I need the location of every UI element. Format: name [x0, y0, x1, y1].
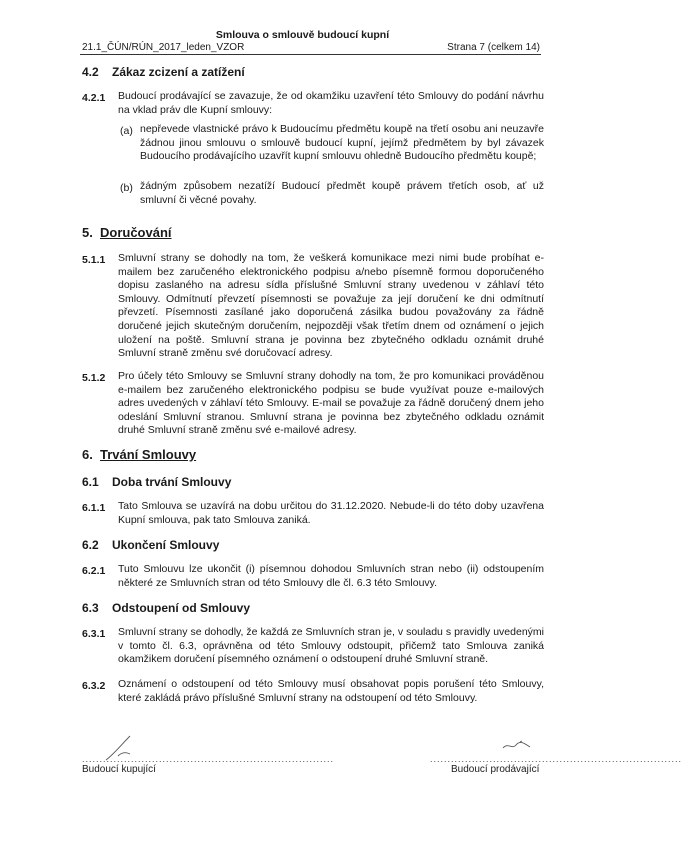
header-title: Smlouva o smlouvě budoucí kupní: [215, 29, 390, 41]
page-number: Strana 7 (celkem 14): [447, 42, 540, 53]
clause-5-1-2: Pro účely této Smlouvy se Smluvní strany dohodly na tom, že pro komunikaci prováděnou e-mailem bez zaručeného elektronického podpisu se bude využívat pouze e-mailových adres uvedených v záhlaví této Smlouvy. E-mail se považuje za řádně doručený dnem jeho odeslání Smluvní stranou. Smluvní strana je povinna bez zbytečného odkladu oznámit druhé Smluvní straně změnu své e-mailové adresy.: [118, 370, 544, 437]
section-title-4-2: Zákaz zcizení a zatížení: [112, 65, 245, 79]
clause-6-3-2: Oznámení o odstoupení od této Smlouvy musí obsahovat popis porušení této Smlouvy, které zakládá právo příslušné Smluvní strany na odstoupení od této Smlouvy.: [118, 678, 544, 704]
clause-6-2-1: Tuto Smlouvu lze ukončit (i) písemnou dohodou Smluvních stran nebo (ii) odstoupením některé ze Smluvních stran od této Smlouvy dle čl. 6.3 této Smlouvy.: [118, 563, 544, 589]
section-number-6-1: 6.1: [82, 475, 99, 489]
clause-number-4-2-1: 4.2.1: [82, 92, 106, 104]
clause-4-2-1: Budoucí prodávající se zavazuje, že od okamžiku uzavření této Smlouvy do podání návrhu na vklad práv dle Kupní smlouvy:: [118, 90, 544, 116]
clause-number-5-1-1: 5.1.1: [82, 254, 106, 266]
signature-line-right: ........................................................................: [430, 754, 682, 764]
section-title-5: [100, 225, 172, 240]
header-row: [82, 42, 540, 53]
section-title-6-2: Ukončení Smlouvy: [112, 538, 220, 552]
header-divider: [80, 54, 541, 55]
item-label-b: (b): [120, 182, 133, 194]
clause-number-5-1-2: 5.1.2: [82, 372, 106, 384]
section-number-4-2: 4.2: [82, 65, 99, 79]
section-number-6: 6.: [82, 447, 93, 462]
section-number-6-3: 6.3: [82, 601, 99, 615]
clause-number-6-2-1: 6.2.1: [82, 565, 106, 577]
clause-number-6-3-2: 6.3.2: [82, 680, 106, 692]
section-title-6-text: Trvání Smlouvy: [100, 447, 197, 462]
item-a: nepřevede vlastnické právo k Budoucímu předmětu koupě na třetí osobu ani neuzavře žádnou jinou smlouvu o smlouvě budoucí kupní, jejímž předmětem by byl závazek Budoucího prodávajícího uzavřít kupní smlouvu ohledně Budoucího předmětu koupě;: [140, 123, 544, 163]
clause-6-3-1: Smluvní strany se dohodly, že každá ze Smluvních stran je, v souladu s pravidly uvedenými v tomto čl. 6.3, oprávněna od této Smlouvy odstoupit, přičemž tato Smlouva zaniká okamžikem doručení písemného oznámení o odstoupení druhé Smluvní straně.: [118, 626, 544, 666]
signature-scribble-right: [500, 738, 534, 754]
section-title-5-text: Doručování: [100, 225, 172, 240]
item-b: žádným způsobem nezatíží Budoucí předmět koupě právem třetích osob, ať už smluvní či věcné povahy.: [140, 180, 544, 206]
signature-line-left: ........................................................................: [82, 754, 335, 764]
section-number-5: 5.: [82, 225, 93, 240]
item-label-a: (a): [120, 125, 133, 137]
section-title-6-3: Odstoupení od Smlouvy: [112, 601, 251, 615]
clause-6-1-1: Tato Smlouva se uzavírá na dobu určitou do 31.12.2020. Nebude-li do této doby uzavřena Kupní smlouva, pak tato Smlouva zaniká.: [118, 500, 544, 526]
clause-number-6-1-1: 6.1.1: [82, 502, 106, 514]
clause-5-1-1: Smluvní strany se dohodly na tom, že veškerá komunikace mezi nimi bude probíhat e-mailem bez zaručeného elektronického podpisu a/nebo písemně formou doporučeného dopisu zaslaného na adresu sídla příslušné Smluvní strany uvedenou v záhlaví této Smlouvy. Odmítnutí převzetí písemnosti se považuje za její doručení ke dni odmítnutí převzetí. Písemnosti zasílané jako doporučená zásilka budou považovány za řádně doručené jejich skutečným doručením, nejpozději však třetím dnem od oznámení o jejich uložení na poště. Smluvní strana je povinna bez zbytečného odkladu oznámit druhé Smluvní straně změnu své doručovací adresy.: [118, 252, 544, 360]
section-title-6: [100, 447, 196, 462]
document-code: 21.1_ČÚN/RÚN_2017_leden_VZOR: [82, 42, 245, 53]
signature-label-right: Budoucí prodávající: [451, 764, 540, 775]
clause-number-6-3-1: 6.3.1: [82, 628, 106, 640]
section-number-6-2: 6.2: [82, 538, 99, 552]
signature-label-left: Budoucí kupující: [82, 764, 156, 775]
section-title-6-1: Doba trvání Smlouvy: [112, 475, 232, 489]
